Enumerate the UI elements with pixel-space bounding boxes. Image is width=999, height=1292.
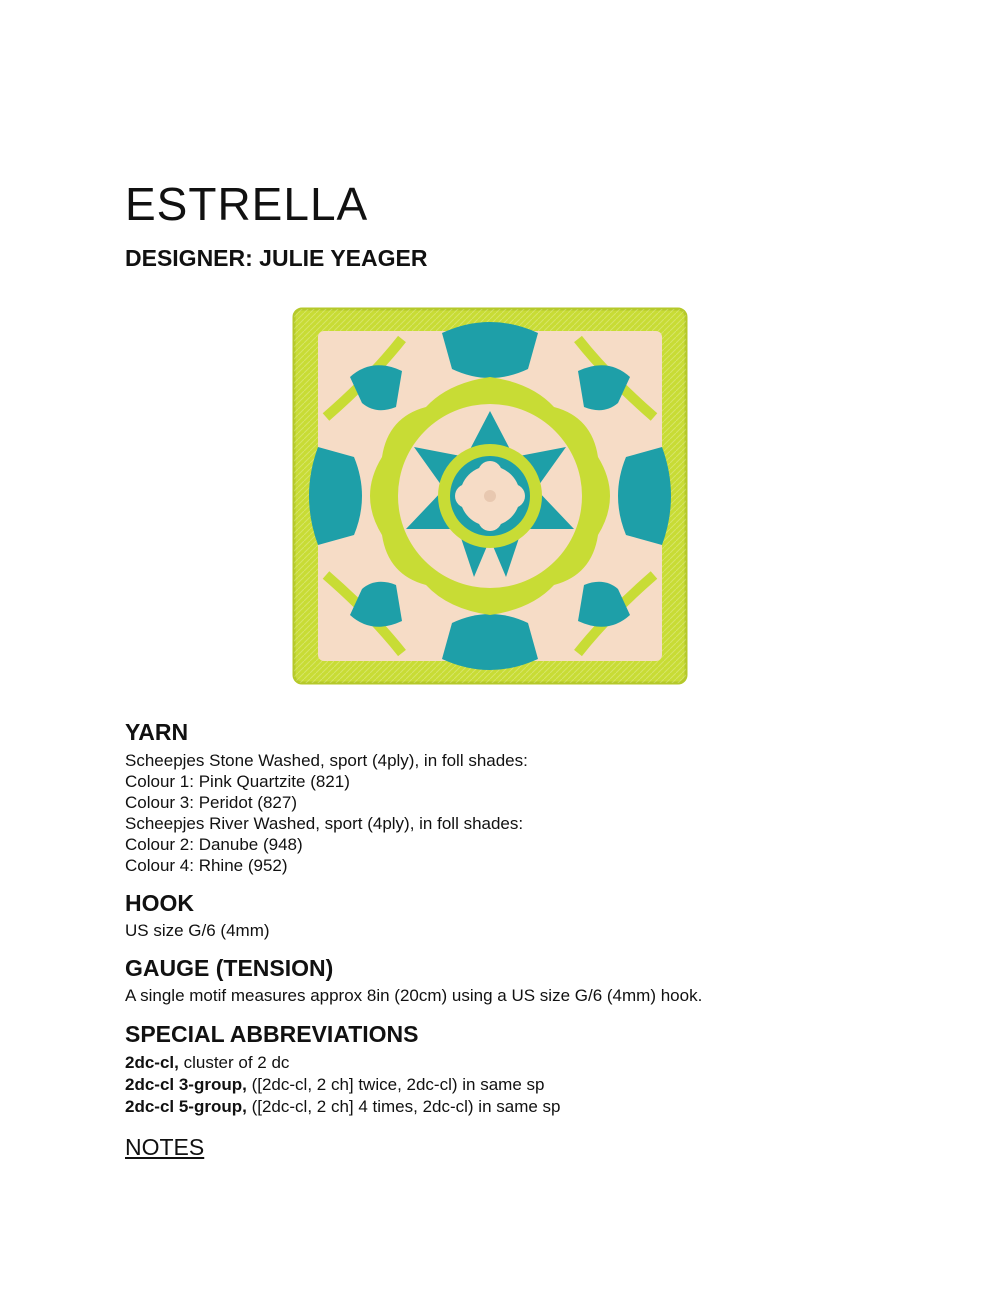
abbreviation-item [125, 1096, 905, 1118]
yarn-line: Colour 2: Danube (948) [125, 835, 303, 854]
gauge-heading: GAUGE (TENSION) [125, 955, 334, 981]
abbreviation-definition: cluster of 2 dc [178, 1053, 290, 1072]
hook-line: US size G/6 (4mm) [125, 921, 270, 940]
hook-section [125, 889, 905, 941]
hook-heading: HOOK [125, 890, 194, 916]
gauge-section [125, 954, 905, 1006]
abbreviation-term: 2dc-cl, [125, 1053, 179, 1072]
notes-heading: NOTES [125, 1134, 205, 1160]
abbreviation-definition: ([2dc-cl, 2 ch] 4 times, 2dc-cl) in same sp [246, 1097, 561, 1116]
abbreviation-term: 2dc-cl 5-group, [125, 1097, 247, 1116]
pattern-title: ESTRELLA [125, 178, 369, 230]
yarn-line: Scheepjes Stone Washed, sport (4ply), in foll shades: [125, 751, 528, 770]
crochet-square-motif [292, 307, 688, 685]
yarn-line: Colour 3: Peridot (827) [125, 793, 297, 812]
abbreviation-item [125, 1052, 905, 1074]
abbreviations-section [125, 1020, 905, 1118]
designer-credit: DESIGNER: JULIE YEAGER [125, 245, 428, 271]
abbreviation-item [125, 1074, 905, 1096]
gauge-line: A single motif measures approx 8in (20cm) using a US size G/6 (4mm) hook. [125, 986, 703, 1005]
yarn-line: Colour 1: Pink Quartzite (821) [125, 772, 350, 791]
abbreviation-term: 2dc-cl 3-group, [125, 1075, 247, 1094]
yarn-line: Colour 4: Rhine (952) [125, 856, 288, 875]
yarn-line: Scheepjes River Washed, sport (4ply), in foll shades: [125, 814, 524, 833]
abbreviation-definition: ([2dc-cl, 2 ch] twice, 2dc-cl) in same sp [246, 1075, 545, 1094]
yarn-heading: YARN [125, 719, 189, 745]
abbreviations-heading: SPECIAL ABBREVIATIONS [125, 1021, 419, 1047]
yarn-section [125, 718, 905, 876]
